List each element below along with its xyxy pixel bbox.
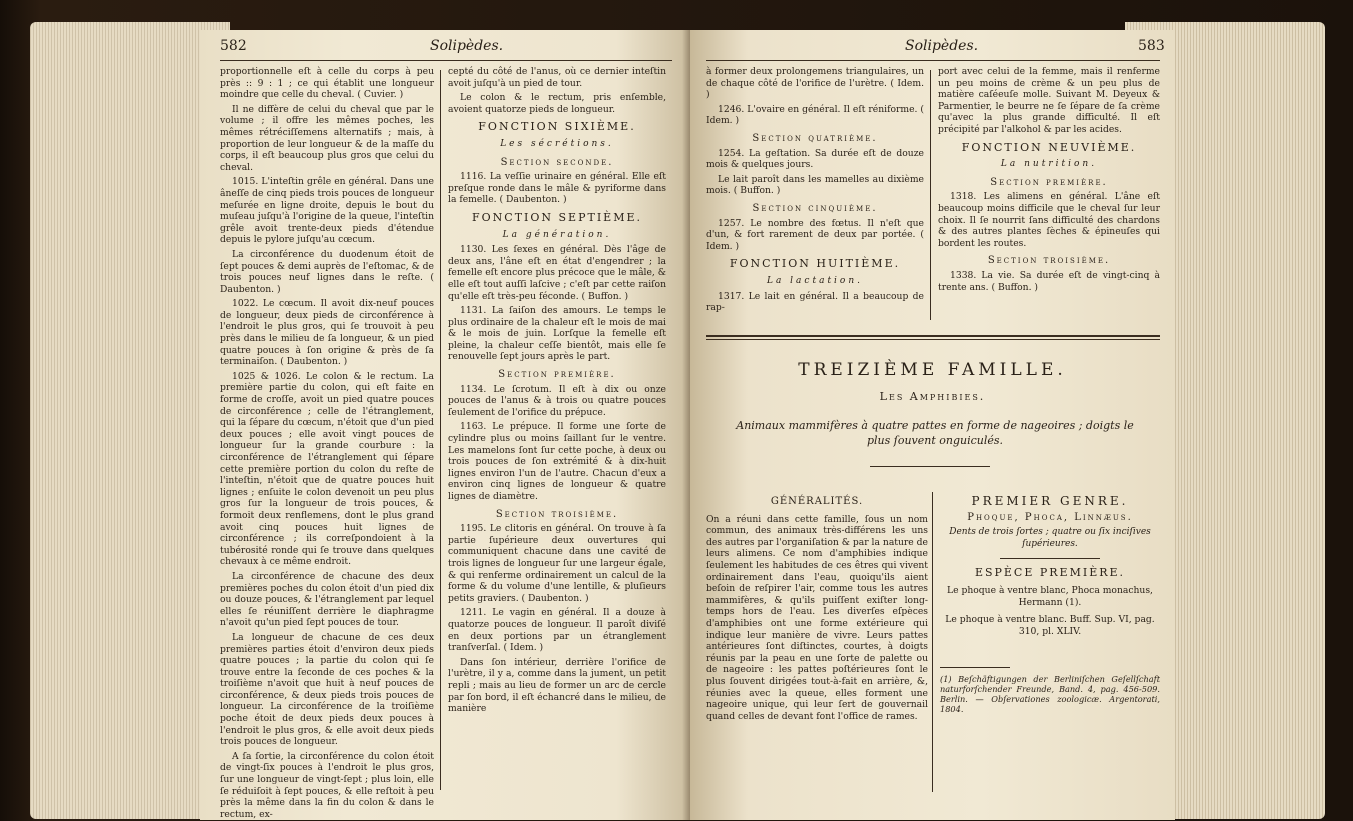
running-head-right: Solipèdes. xyxy=(905,38,979,54)
section-subheading: La nutrition. xyxy=(1000,159,1098,170)
paragraph: La circonférence du duodenum étoit de ſept pouces & demi auprès de l'eſtomac, & de trois pouces neuf lignes dans le reſte. ( Daubenton. ) xyxy=(220,248,434,295)
family-rule-top xyxy=(706,335,1160,337)
left-column-1 xyxy=(220,66,434,820)
section-heading: PREMIER GENRE. xyxy=(971,494,1129,508)
footnote: (1) Beſchäftigungen der Berliniſchen Geſellſchaft naturforſchender Freunde, Band. 4, pag. 456-509. Berlin. — Obſervationes zoologicæ. Argentorati, 1804. xyxy=(940,674,1160,715)
species-reference: Le phoque à ventre blanc. Buff. Sup. VI, pag. 310, pl. XLIV. xyxy=(945,614,1155,637)
section-heading: Section première. xyxy=(990,176,1108,188)
section-heading: FONCTION NEUVIÈME. xyxy=(961,140,1137,154)
paragraph: 1130. Les ſexes en général. Dès l'âge de deux ans, l'âne eſt en état d'engendrer ; la femelle eſt encore plus précoce que le mâle, & elle eſt tout auſſi laſcive ; c'eſt par cette raiſon qu'elle eſt très-peu féconde. ( Buffon. ) xyxy=(448,244,666,302)
section-heading: ESPÈCE PREMIÈRE. xyxy=(974,566,1126,580)
section-subheading: La génération. xyxy=(502,229,612,240)
section-subheading: Les sécrétions. xyxy=(500,138,614,149)
paragraph: Le colon & le rectum, pris enſemble, avoient quatorze pieds de longueur. xyxy=(448,92,666,115)
section-heading: FONCTION SEPTIÈME. xyxy=(472,210,642,224)
paragraph: 1257. Le nombre des fœtus. Il n'eſt que d'un, & fort rarement de deux par portée. ( Idem. ) xyxy=(706,217,924,252)
section-heading: Section seconde. xyxy=(500,156,614,168)
column-divider-right-top xyxy=(930,70,931,320)
paragraph: La longueur de chacune de ces deux premières parties étoit d'environ deux pieds quatre pouces ; la partie du colon qui ſe trouve entre la ſeconde de ces poches & la troiſième n'avoit que huit à neuf pouces de circonférence, & deux pieds trois pouces de longueur. La circonférence de la troiſième poche étoit de deux pieds deux pouces à l'endroit le plus gros, & elle avoit deux pieds trois pouces de longueur. xyxy=(220,631,434,748)
section-heading: Section troisième. xyxy=(987,255,1111,267)
paragraph: port avec celui de la femme, mais il renferme un peu moins de crème & un peu plus de matière caſéeuſe molle. Suivant M. Deyeux & Parmentier, le beurre ne ſe ſépare de ſa crème qu'avec la plus grande difficulté. Il eſt précipité par l'alkohol & par les acides. xyxy=(938,66,1160,135)
paragraph: A ſa ſortie, la circonférence du colon étoit de vingt-ſix pouces à l'endroit le plus gros, ſur une longueur de vingt-ſept ; plus loin, elle ſe réduiſoit à ſept pouces, & elle reſtoit à peu près la même dans la fin du colon & dans le rectum, ex- xyxy=(220,750,434,820)
section-subheading: La lactation. xyxy=(766,275,864,286)
left-page xyxy=(200,30,690,820)
paragraph: 1025 & 1026. Le colon & le rectum. La première partie du colon, qui eſt faite en forme de croſſe, avoit un pied quatre pouces de circonférence ; celle de l'étranglement, qui la ſépare du cœcum, n'étoit que d'un pied deux pouces ; elle avoit vingt pouces de longueur ſur la grande courbure : la circonférence de l'étranglement qui ſépare cette première portion du colon du reſte de l'inteſtin, n'étoit que de quatre pouces huit lignes ; enſuite le colon devenoit un peu plus gros ſur la longueur de trois pouces, & formoit deux renflemens, dont le plus grand avoit cinq pouces huit lignes de circonférence ; ils correſpondoient à la tubérosité ronde qui ſe trouve dans quelques chevaux à ce même endroit. xyxy=(220,370,434,568)
paragraph: cepté du côté de l'anus, où ce dernier inteſtin avoit juſqu'à un pied de tour. xyxy=(448,66,666,89)
family-rule-short xyxy=(870,466,990,467)
right-column-D xyxy=(940,490,1160,717)
genus-rule xyxy=(1000,558,1100,559)
paragraph: 1022. Le cœcum. Il avoit dix-neuf pouces de longueur, deux pieds de circonférence à l'endroit le plus gros, qui ſe trouvoit à peu près dans le milieu de ſa longueur, & un pied quatre pouces à ſon origine & près de ſa terminaiſon. ( Daubenton. ) xyxy=(220,298,434,368)
section-heading: FONCTION SIXIÈME. xyxy=(478,120,636,134)
section-heading: Section première. xyxy=(498,369,616,381)
paragraph: Le lait paroît dans les mamelles au dixième mois. ( Buffon. ) xyxy=(706,173,924,197)
column-divider-left xyxy=(440,70,441,790)
paragraph: 1131. La ſaiſon des amours. Le temps le plus ordinaire de la chaleur eſt le mois de mai & le mois de juin. Lorſque la femelle eſt pleine, la chaleur ceſſe bientôt, mais elle ſe renouvelle ſept jours après le part. xyxy=(448,305,666,363)
right-column-A xyxy=(706,66,924,317)
genus-description: Dents de trois ſortes ; quatre ou ſix inciſives ſupérieures. xyxy=(949,527,1151,549)
family-rule-thin xyxy=(706,339,1160,340)
header-rule-left xyxy=(220,60,672,61)
paragraph: 1246. L'ovaire en général. Il eſt réniforme. ( Idem. ) xyxy=(706,103,924,127)
paragraph: 1254. La geſtation. Sa durée eſt de douze mois & quelques jours. xyxy=(706,147,924,171)
paragraph: proportionnelle eſt à celle du corps à peu près :: 9 : 1 ; ce qui établit une longueur moindre que celle du cheval. ( Cuvier. ) xyxy=(220,66,434,101)
family-description: Animaux mammifères à quatre pattes en forme de nageoires ; doigts le plus ſouvent onguiculés. xyxy=(736,419,1134,447)
footnote-rule xyxy=(940,667,1010,668)
header-rule-right xyxy=(706,60,1160,61)
paragraph: 1338. La vie. Sa durée eſt de vingt-cinq à trente ans. ( Buffon. ) xyxy=(938,269,1160,293)
column-divider-right-bottom xyxy=(932,492,933,792)
paragraph: 1015. L'inteſtin grêle en général. Dans une âneſſe de cinq pieds trois pouces de longueur meſurée en ligne droite, depuis le bout du muſeau juſqu'à l'origine de la queue, l'inteſtin grêle avoit trente-deux pieds d'étendue depuis le pylore juſqu'au cœcum. xyxy=(220,176,434,246)
section-heading: FONCTION HUITIÈME. xyxy=(729,257,901,271)
right-column-B xyxy=(938,66,1160,296)
paragraph: 1317. Le lait en général. Il a beaucoup de rap- xyxy=(706,290,924,314)
family-title: TREIZIÈME FAMILLE. xyxy=(798,360,1067,380)
paragraph: 1116. La veſſie urinaire en général. Elle eſt preſque ronde dans le mâle & pyriforme dans la femelle. ( Daubenton. ) xyxy=(448,171,666,206)
paragraph: Il ne diffère de celui du cheval que par le volume ; il offre les mêmes poches, les mêmes rétréciſſemens alternatifs ; mais, à proportion de leur longueur & de la maſſe du corps, il eſt beaucoup plus gros que celui du cheval. xyxy=(220,103,434,173)
family-subtitle: Les Amphibies. xyxy=(879,390,986,403)
paragraph: 1195. Le clitoris en général. On trouve à ſa partie ſupérieure deux ouvertures qui communiquent chacune dans une cavité de trois lignes de longueur ſur une largeur égale, & qui renferme ordinairement un calcul de la forme & du volume d'une lentille, & pluſieurs petits graviers. ( Daubenton. ) xyxy=(448,523,666,604)
right-column-C xyxy=(706,490,928,725)
paragraph: 1163. Le prépuce. Il forme une ſorte de cylindre plus ou moins ſaillant ſur le ventre. Les mamelons ſont ſur cette poche, à deux ou trois pouces de ſon extrémité & à dix-huit lignes environ l'un de l'autre. Chacun d'eux a environ cinq lignes de longueur & quatre lignes de diamètre. xyxy=(448,421,666,502)
paragraph: 1318. Les alimens en général. L'âne eſt beaucoup moins difficile que le cheval ſur leur choix. Il ſe nourrit ſans difficulté des chardons & des autres plantes ſèches & épineuſes qui bordent les routes. xyxy=(938,191,1160,249)
section-heading: Section troisième. xyxy=(495,508,619,520)
genus-name: Phoque, Phoca, Linnæus. xyxy=(967,511,1133,523)
section-heading: Section cinquième. xyxy=(752,202,878,214)
paragraph: La circonférence de chacune des deux premières poches du colon étoit d'un pied dix ou douze pouces, & l'étranglement par lequel elles ſe réuniſſent derrière le diaphragme n'avoit qu'un pied ſept pouces de tour. xyxy=(220,570,434,629)
section-heading: GÉNÉRALITÉS. xyxy=(770,496,864,507)
paragraph: 1134. Le ſcrotum. Il eſt à dix ou onze pouces de l'anus & à trois ou quatre pouces ſeulement de l'orifice du prépuce. xyxy=(448,383,666,418)
page-number-right: 583 xyxy=(1138,38,1165,54)
left-column-2 xyxy=(448,66,666,718)
paragraph: Dans ſon intérieur, derrière l'orifice de l'urètre, il y a, comme dans la jument, un petit repli ; mais au lieu de former un arc de cercle par ſon bord, il eſt échancré dans le milieu, de manière xyxy=(448,656,666,715)
running-head-left: Solipèdes. xyxy=(430,38,504,54)
section-heading: Section quatrième. xyxy=(752,132,878,144)
right-page xyxy=(690,30,1175,820)
paragraph: 1211. Le vagin en général. Il a douze à quatorze pouces de longueur. Il paroît diviſé en deux portions par un étranglement tranſverſal. ( Idem. ) xyxy=(448,607,666,654)
species-name: Le phoque à ventre blanc, Phoca monachus, Hermann (1). xyxy=(947,584,1153,608)
paragraph: à former deux prolongemens triangulaires, un de chaque côté de l'orifice de l'urètre. ( Idem. ) xyxy=(706,66,924,101)
paragraph: On a réuni dans cette famille, ſous un nom commun, des animaux très-différens les uns des autres par l'organiſation & par la nature de leurs alimens. Ce nom d'amphibies indique ſeulement les habitudes de ces êtres qui vivent ordinairement dans l'eau, quoiqu'ils aient beſoin de reſpirer l'air, comme tous les autres mammifères, & qu'ils puiſſent exiſter long-temps hors de l'eau. Les diverſes eſpèces d'amphibies ont une forme extérieure qui indique leur manière de vivre. Leurs pattes antérieures ſont diſtinctes, courtes, à doigts réunis par la peau en une ſorte de palette ou de nageoire : les pattes poſtérieures ſont le plus ſouvent dirigées tout-à-fait en arrière, &, réunies avec la queue, elles forment une nageoire unique, qui leur ſert de gouvernail quand celles de devant font l'office de rames. xyxy=(706,513,928,722)
page-number-left: 582 xyxy=(220,38,247,54)
